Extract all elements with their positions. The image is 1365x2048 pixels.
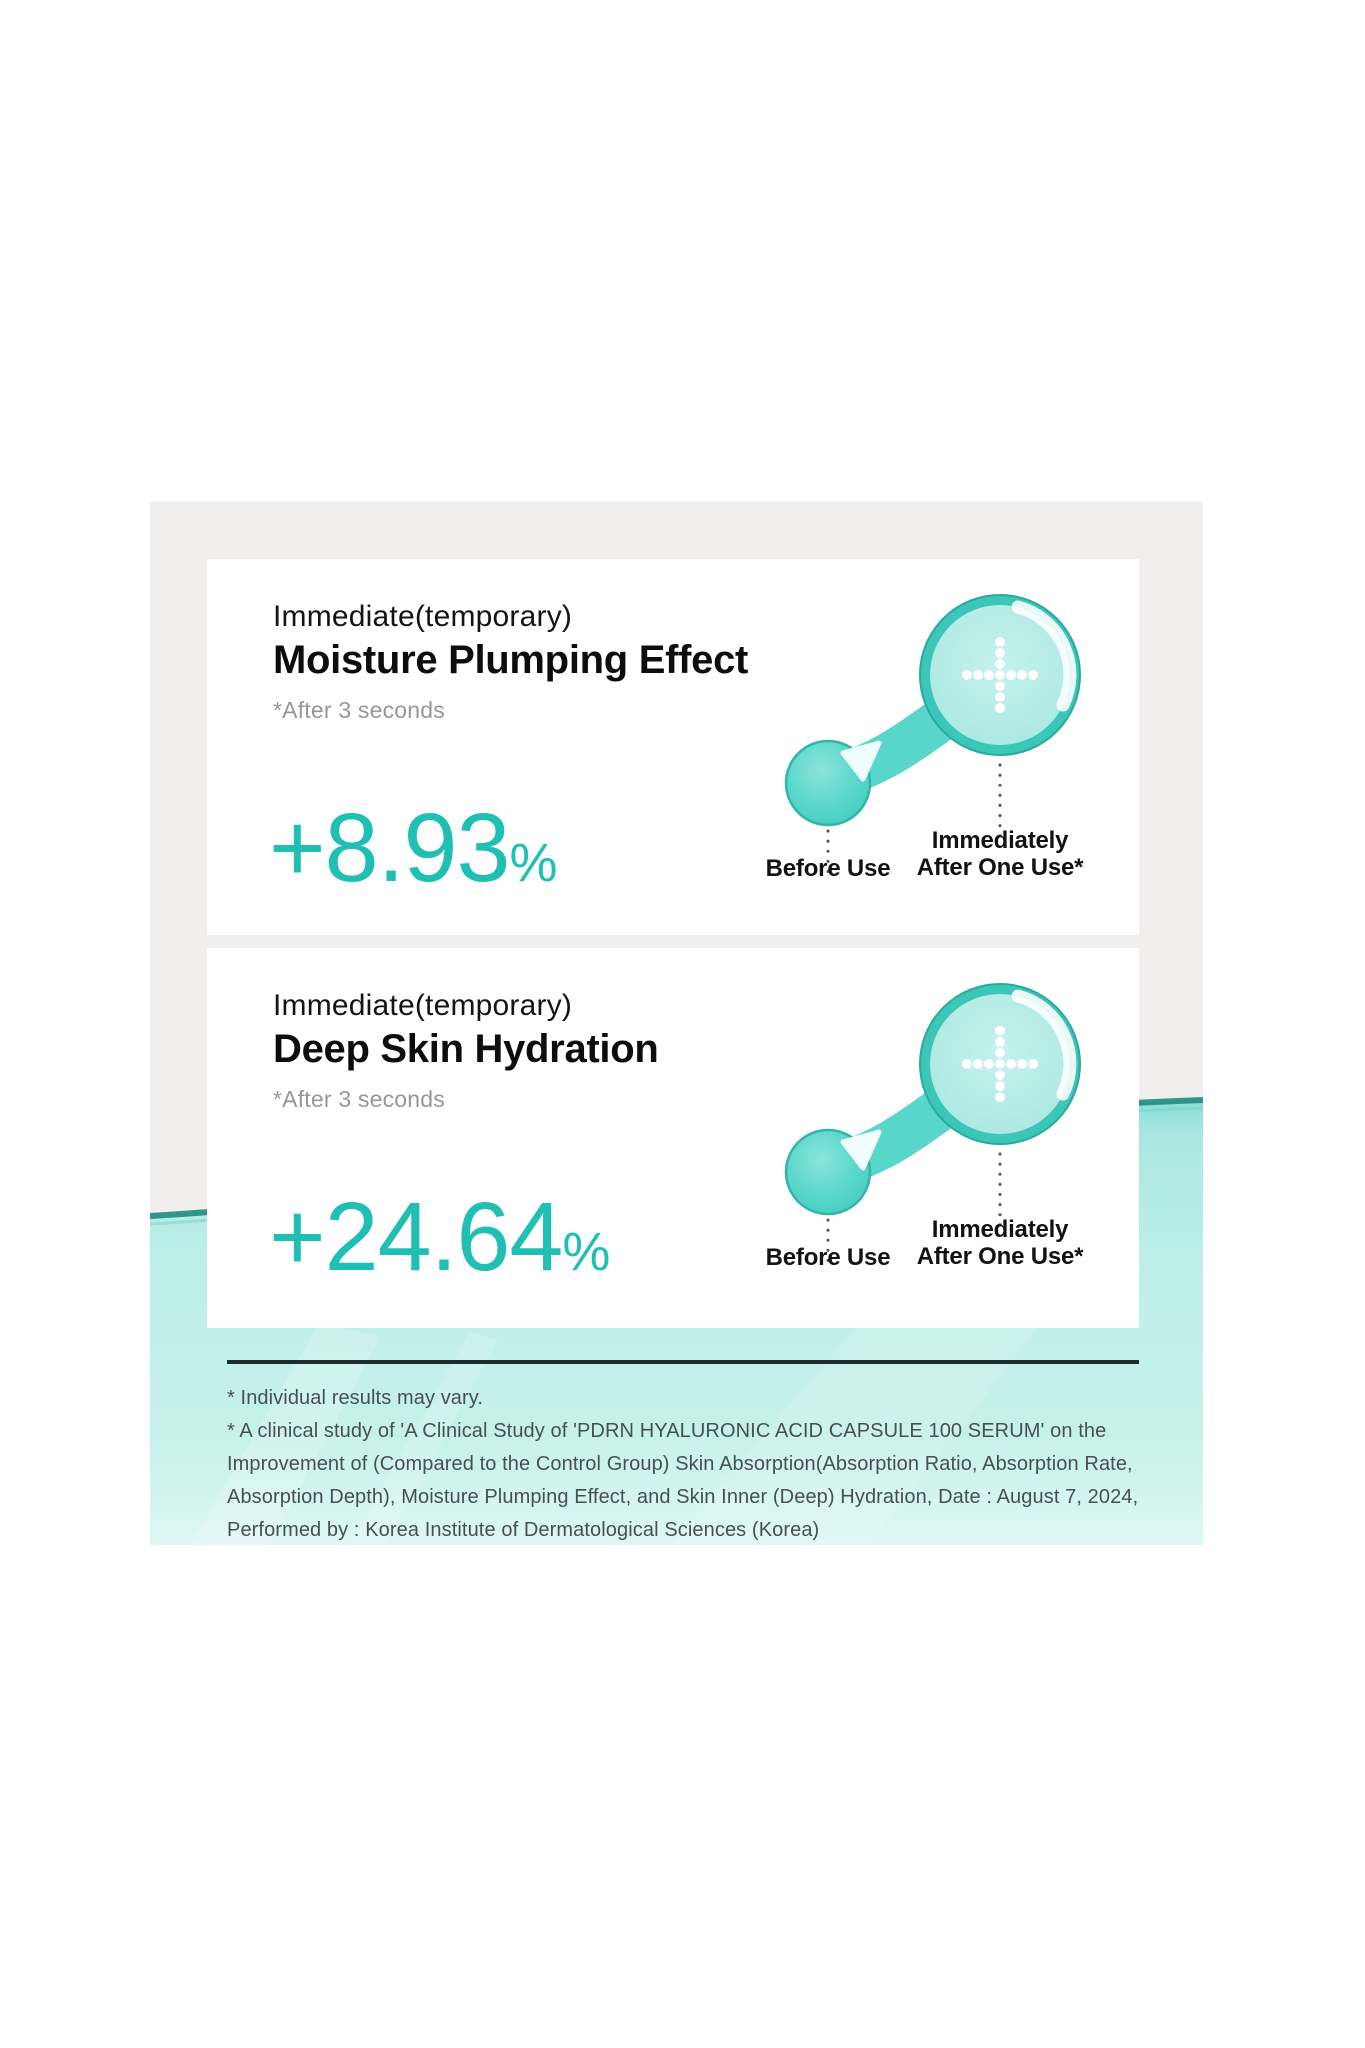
metric <box>269 793 558 902</box>
results-panel <box>150 502 1203 1545</box>
footnote-individual-results: * Individual results may vary. <box>227 1387 484 1409</box>
metric-value: +24.64 <box>269 1182 563 1291</box>
card-note: *After 3 seconds <box>273 1086 445 1112</box>
before-use-label: Before Use <box>765 855 891 882</box>
metric-value: +8.93 <box>269 793 510 902</box>
after-use-label-line1: Immediately <box>931 827 1069 854</box>
footnote-clinical-study: * A clinical study of 'A Clinical Study of 'PDRN HYALURONIC ACID CAPSULE 100 SERUM' on the Improvement of (Compared to the Control Group) Skin Absorption(Absorption Ratio, Absorption Rate, Absorption Depth), Moisture Plumping Effect, and Skin Inner (Deep) Hydration, Date : August 7, 2024, Performed by : Korea Institute of Dermatological Sciences (Korea) <box>227 1420 1139 1541</box>
card-pretitle: Immediate(temporary) <box>273 989 573 1022</box>
after-use-label <box>880 1216 1120 1270</box>
metric-unit: % <box>509 833 558 893</box>
after-use-label-line2: After One Use* <box>916 854 1084 881</box>
divider-line <box>227 1360 1139 1364</box>
card-title: Deep Skin Hydration <box>273 1027 659 1071</box>
before-use-label: Before Use <box>765 1244 891 1271</box>
after-use-label-line2: After One Use* <box>916 1243 1084 1270</box>
after-use-label-line1: Immediately <box>931 1216 1069 1243</box>
metric-unit: % <box>562 1222 611 1282</box>
after-use-label <box>880 827 1120 881</box>
footnotes <box>227 1382 1157 1545</box>
card-note: *After 3 seconds <box>273 697 445 723</box>
result-card-moisture-plumping <box>207 559 1139 935</box>
result-card-deep-skin-hydration <box>207 948 1139 1328</box>
metric <box>269 1182 611 1291</box>
card-title: Moisture Plumping Effect <box>273 638 749 682</box>
card-pretitle: Immediate(temporary) <box>273 600 573 633</box>
